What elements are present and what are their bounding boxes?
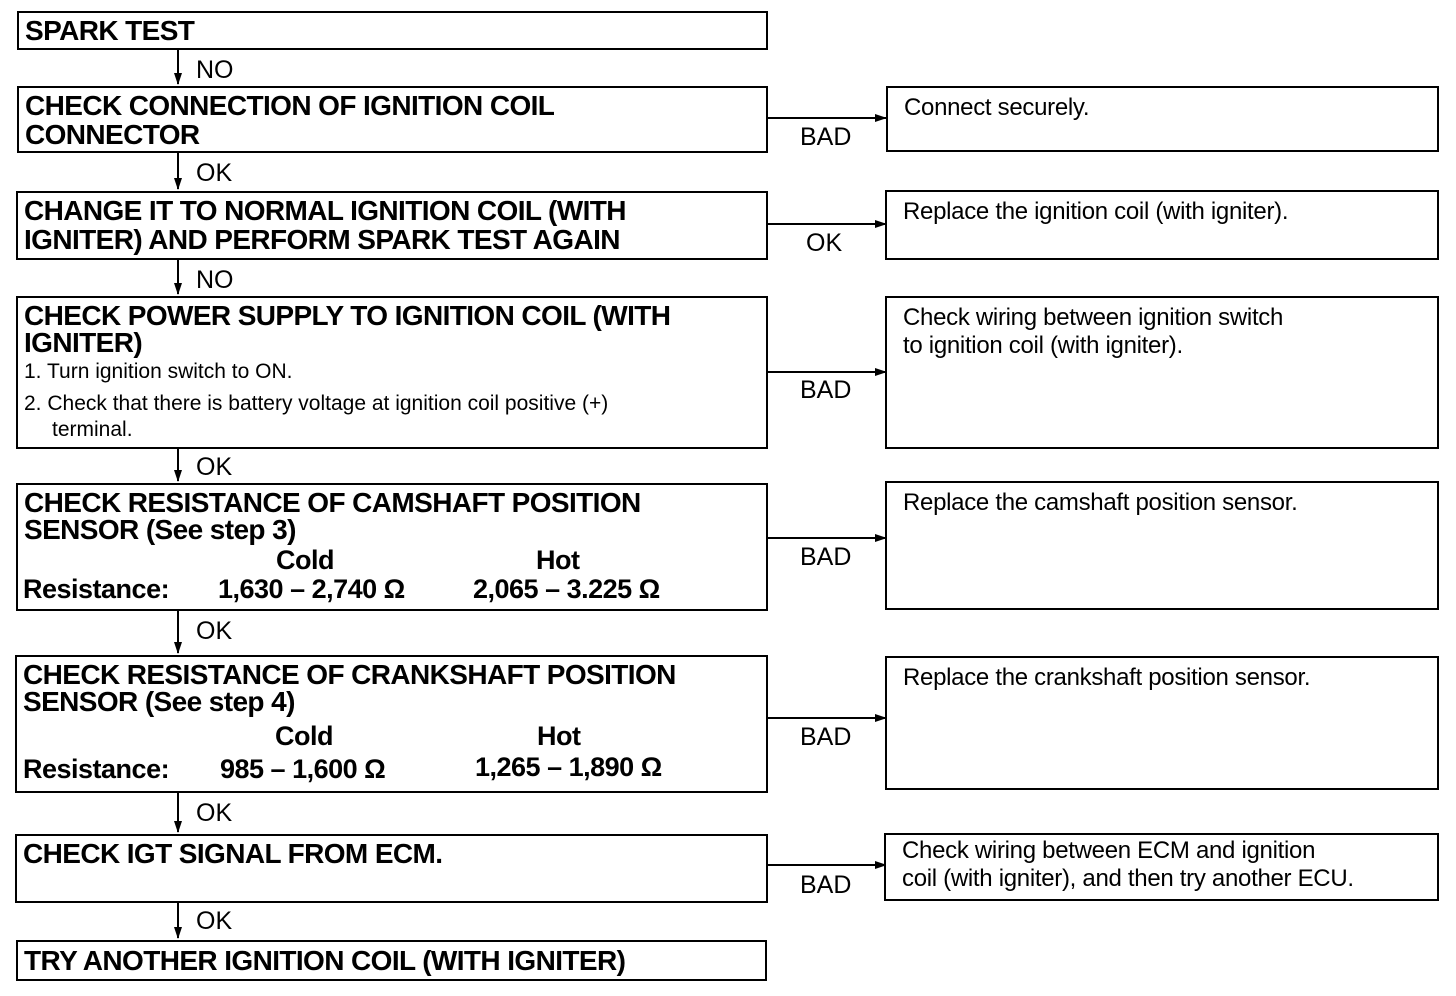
step-change-coil [16, 191, 768, 260]
result-line1: Replace the ignition coil (with igniter). [903, 198, 1289, 225]
step-title: TRY ANOTHER IGNITION COIL (WITH IGNITER) [24, 945, 626, 976]
step-title-line2: IGNITER) AND PERFORM SPARK TEST AGAIN [24, 224, 620, 255]
side-label-3: BAD [800, 376, 852, 404]
step-title-line1: CHECK RESISTANCE OF CAMSHAFT POSITION [24, 487, 641, 518]
col-hot-header: Hot [536, 545, 580, 575]
result-check-wiring-switch [885, 296, 1439, 449]
step-title: SPARK TEST [25, 15, 195, 46]
result-replace-camshaft-sensor [885, 481, 1439, 610]
step-check-connection [17, 86, 768, 153]
substep-1: 1. Turn ignition switch to ON. [24, 360, 293, 383]
step-title-line1: CHECK POWER SUPPLY TO IGNITION COIL (WITH [24, 300, 671, 331]
down-label-5: OK [196, 617, 233, 645]
result-line1: Check wiring between ignition switch [903, 304, 1284, 331]
col-cold-header: Cold [275, 721, 333, 751]
step-title-line1: CHECK RESISTANCE OF CRANKSHAFT POSITION [23, 659, 676, 690]
down-label-2: OK [196, 159, 233, 187]
step-check-power-supply [16, 296, 768, 449]
down-label-1: NO [196, 56, 234, 84]
substep-2-cont: terminal. [52, 418, 133, 441]
resistance-label: Resistance: [23, 754, 170, 784]
hot-resistance-value: 2,065 – 3.225 Ω [473, 574, 660, 604]
resistance-label: Resistance: [23, 574, 170, 604]
step-title-line1: CHANGE IT TO NORMAL IGNITION COIL (WITH [24, 195, 626, 226]
result-line1: Connect securely. [904, 94, 1090, 121]
cold-resistance-value: 1,630 – 2,740 Ω [218, 574, 405, 604]
result-replace-coil [885, 190, 1439, 260]
down-label-3: NO [196, 266, 234, 294]
result-replace-crankshaft-sensor [885, 656, 1439, 790]
result-connect-securely [886, 86, 1439, 152]
side-label-5: BAD [800, 723, 852, 751]
step-title-line2: SENSOR (See step 4) [23, 686, 295, 717]
col-hot-header: Hot [537, 721, 581, 751]
down-label-7: OK [196, 907, 233, 935]
step-title-line2: IGNITER) [24, 327, 143, 358]
step-try-another-coil [16, 940, 767, 981]
result-line1: Replace the camshaft position sensor. [903, 489, 1298, 516]
side-label-1: BAD [800, 123, 852, 151]
hot-resistance-value: 1,265 – 1,890 Ω [475, 752, 662, 782]
result-line2: coil (with igniter), and then try another ECU. [902, 865, 1354, 892]
result-line2: to ignition coil (with igniter). [903, 332, 1183, 359]
step-title: CHECK IGT SIGNAL FROM ECM. [23, 838, 443, 869]
step-crankshaft-resistance [15, 655, 768, 793]
side-label-4: BAD [800, 543, 852, 571]
down-label-6: OK [196, 799, 233, 827]
down-label-4: OK [196, 453, 233, 481]
step-spark-test [17, 11, 768, 50]
col-cold-header: Cold [276, 545, 334, 575]
step-check-igt-signal [15, 834, 768, 903]
substep-2: 2. Check that there is battery voltage at ignition coil positive (+) [24, 392, 609, 415]
cold-resistance-value: 985 – 1,600 Ω [220, 754, 386, 784]
side-label-2: OK [806, 229, 843, 257]
step-title-line2: SENSOR (See step 3) [24, 514, 296, 545]
result-check-wiring-ecm [884, 833, 1439, 901]
result-line1: Check wiring between ECM and ignition [902, 837, 1316, 864]
step-title-line2: CONNECTOR [25, 119, 200, 150]
step-title-line1: CHECK CONNECTION OF IGNITION COIL [25, 90, 555, 121]
result-line1: Replace the crankshaft position sensor. [903, 664, 1311, 691]
step-camshaft-resistance [16, 483, 768, 611]
side-label-6: BAD [800, 871, 852, 899]
